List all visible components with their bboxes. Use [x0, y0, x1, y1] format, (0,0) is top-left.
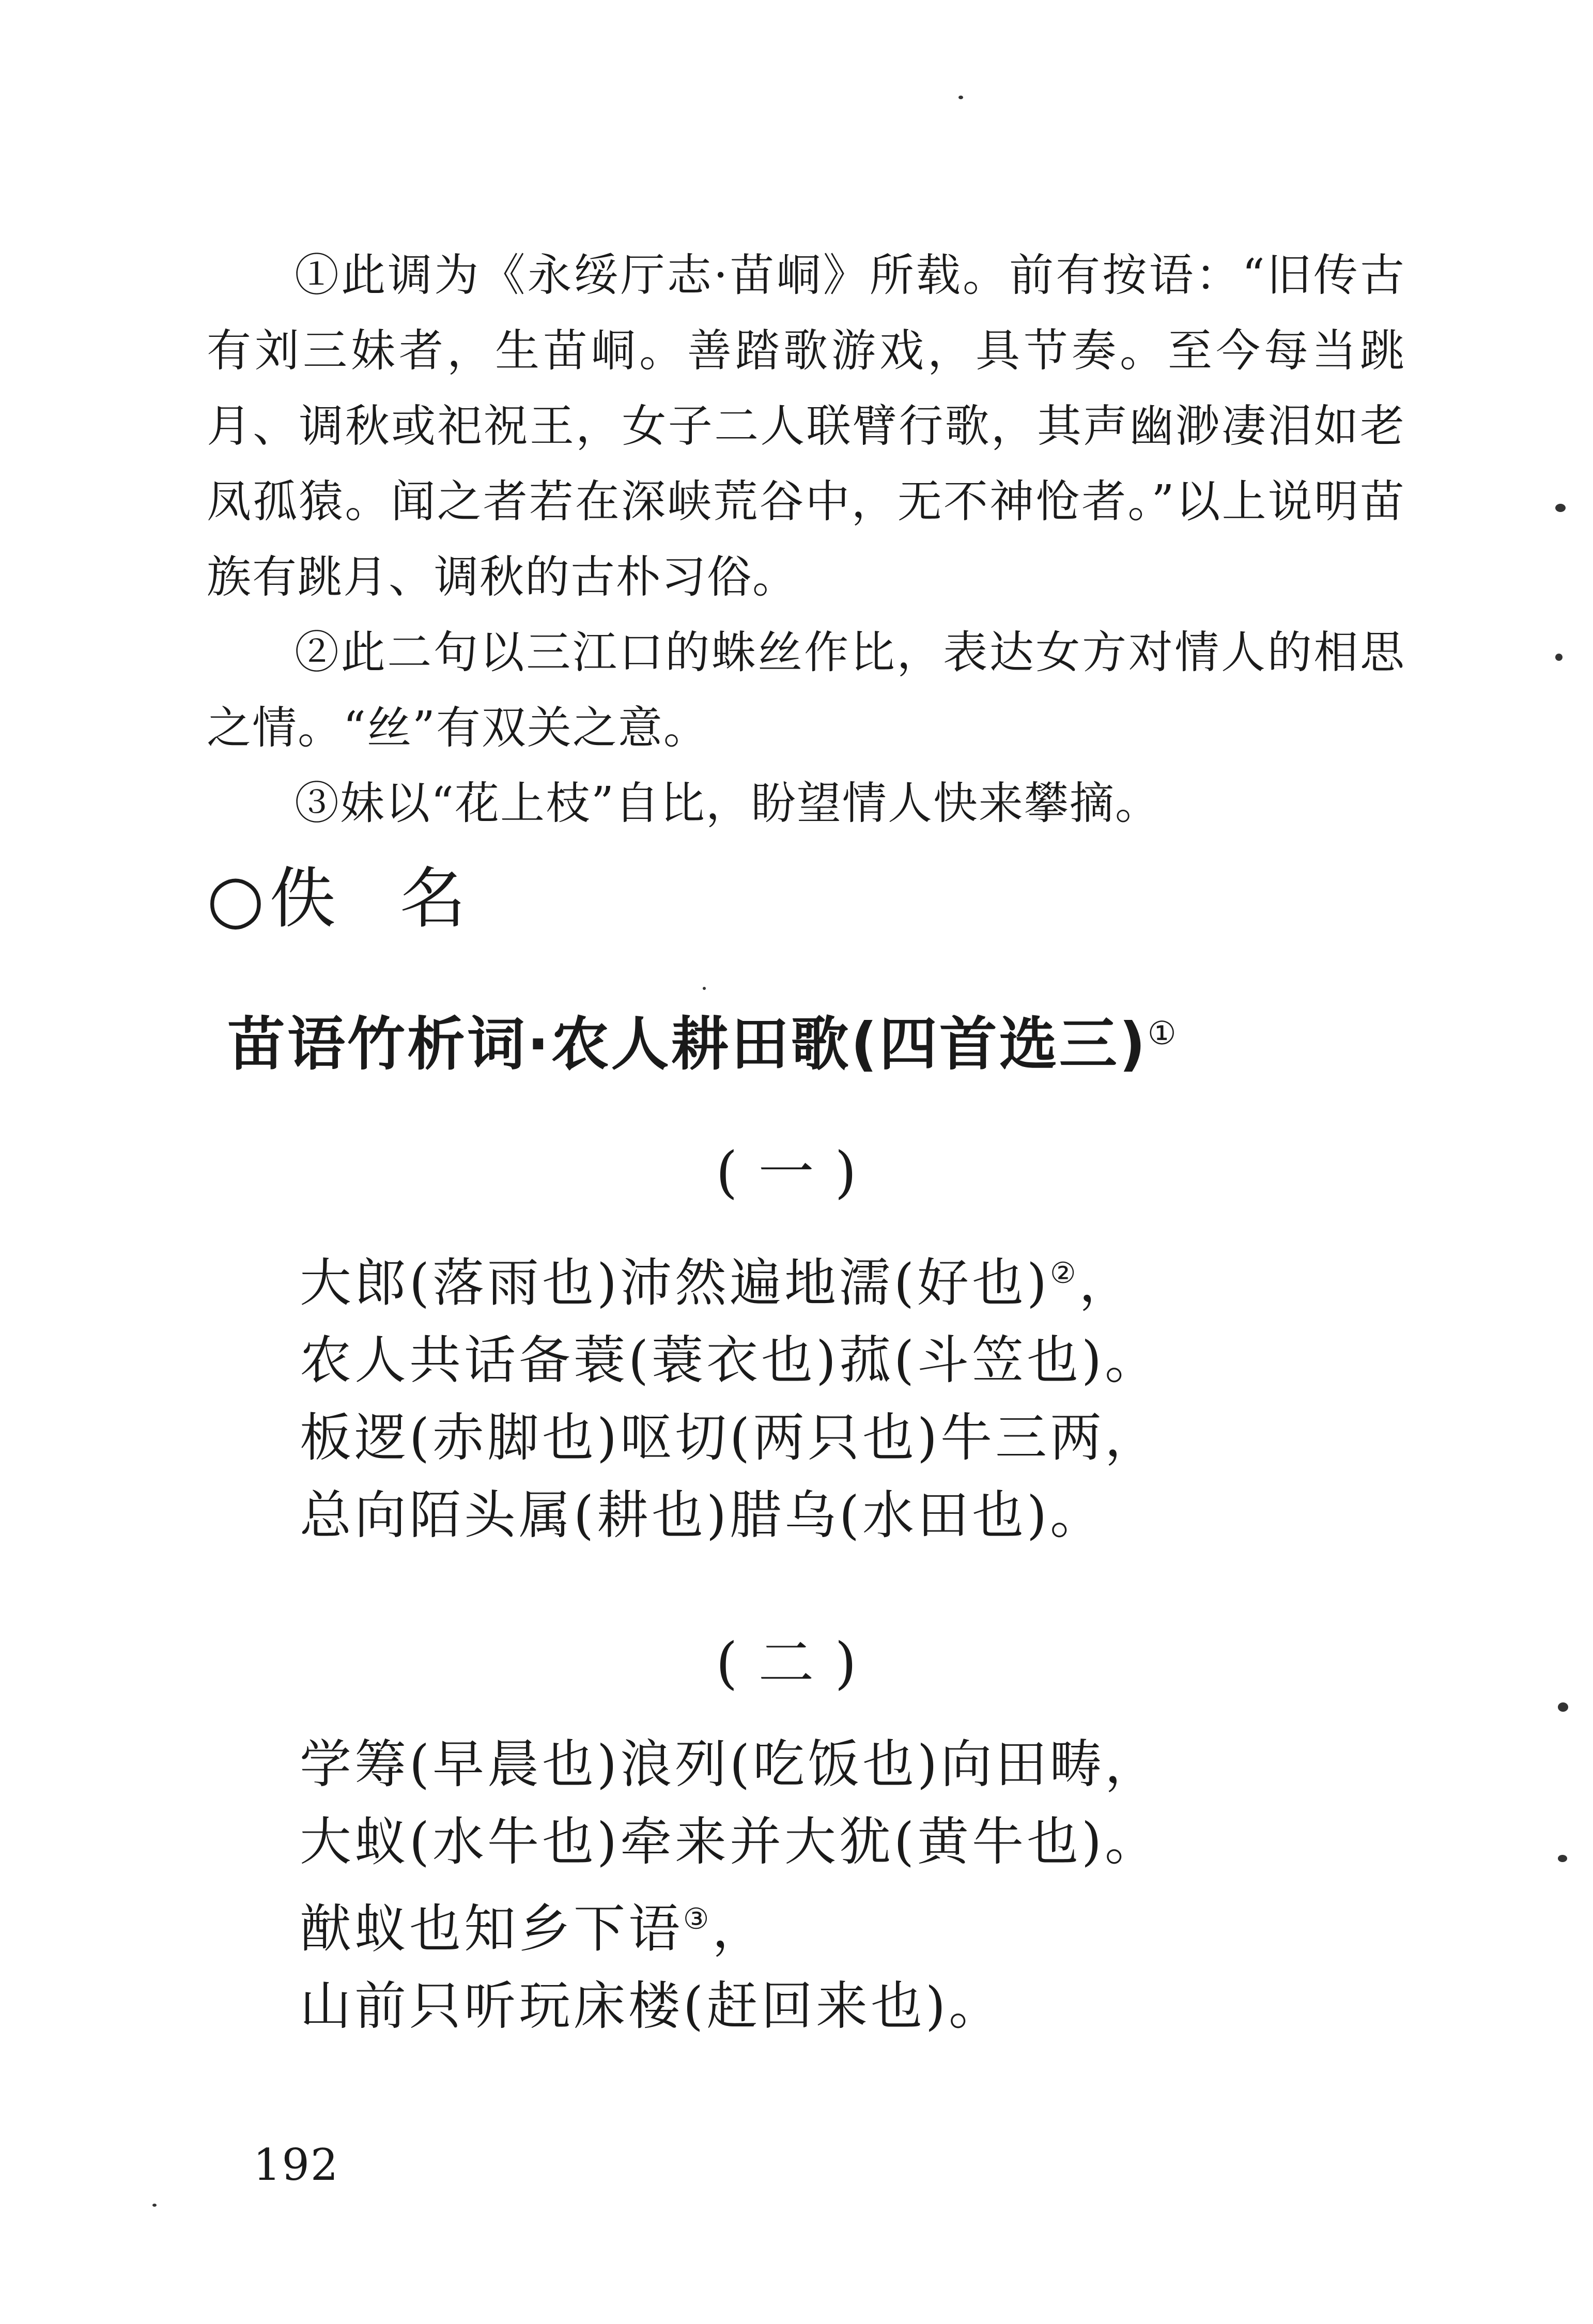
poem-number-2: (二)	[716, 1631, 877, 1696]
poem-number-1: (一)	[716, 1140, 877, 1205]
poem-1-line-4: 总向陌头属(耕也)腊乌(水田也)。	[300, 1485, 1105, 1546]
poem-1-line-1-footnote-mark: ②	[1050, 1257, 1079, 1290]
poem-1-line-1-text: 大郎(落雨也)沛然遍地濡(好也)	[300, 1252, 1050, 1313]
poem-1-line-1-end: ，	[1079, 1252, 1134, 1313]
author-heading	[207, 858, 468, 940]
poem-1-line-2: 农人共话备蓑(蓑衣也)菰(斗笠也)。	[300, 1330, 1160, 1391]
scan-speck	[703, 987, 706, 990]
poem-2-line-2: 大蚁(水牛也)牵来并大犹(黄牛也)。	[300, 1811, 1160, 1872]
footnote-2: ②此二句以三江口的蛛丝作比，表达女方对情人的相思之情。“丝”有双关之意。	[207, 627, 1405, 754]
circle-mark: ○	[207, 860, 267, 937]
author-name-part2: 名	[399, 860, 468, 937]
scan-speck	[1558, 1702, 1568, 1712]
poem-2-line-4: 山前只听玩床楼(赶回来也)。	[300, 1976, 1004, 2037]
scan-speck	[1555, 654, 1563, 661]
poem-2	[300, 1726, 1488, 2045]
poem-2-line-3-end: ，	[712, 1898, 767, 1959]
poem-1	[300, 1235, 1488, 1554]
scan-speck	[1555, 504, 1566, 512]
poem-2-line-3-footnote-mark: ③	[683, 1902, 713, 1936]
footnote-1: ①此调为《永绥厅志·苗峒》所载。前有按语：“旧传古有刘三妹者，生苗峒。善踏歌游戏，具节奏。至今每当跳月、调秋或祀祝王，女子二人联臂行歌，其声幽渺凄泪如老凤孤猿。闻之者若在深峡荒谷中，无不神怆者。”以上说明苗族有跳月、调秋的古朴习俗。	[207, 250, 1405, 603]
poem-2-line-3	[300, 1881, 1488, 1967]
poem-title	[227, 997, 1179, 1080]
poem-2-line-3-text: 猷蚁也知乡下语	[300, 1898, 683, 1959]
scan-speck	[958, 96, 963, 99]
poem-2-line-1: 学筹(早晨也)浪列(吃饭也)向田畴，	[300, 1734, 1160, 1794]
scan-speck	[152, 2204, 157, 2207]
footnotes-section	[207, 238, 1405, 841]
poem-title-text: 苗语竹析词·农人耕田歌(四首选三)	[227, 1011, 1148, 1078]
poem-1-line-3: 板逻(赤脚也)呕切(两只也)牛三两，	[300, 1407, 1160, 1468]
poem-title-footnote-mark: ①	[1147, 1014, 1179, 1052]
page-number: 192	[253, 2140, 339, 2190]
scan-speck	[1558, 1855, 1567, 1862]
poem-1-line-1	[300, 1235, 1488, 1322]
footnote-3: ③妹以“花上枝”自比，盼望情人快来攀摘。	[295, 778, 1161, 829]
author-name-part1: 佚	[269, 860, 338, 937]
